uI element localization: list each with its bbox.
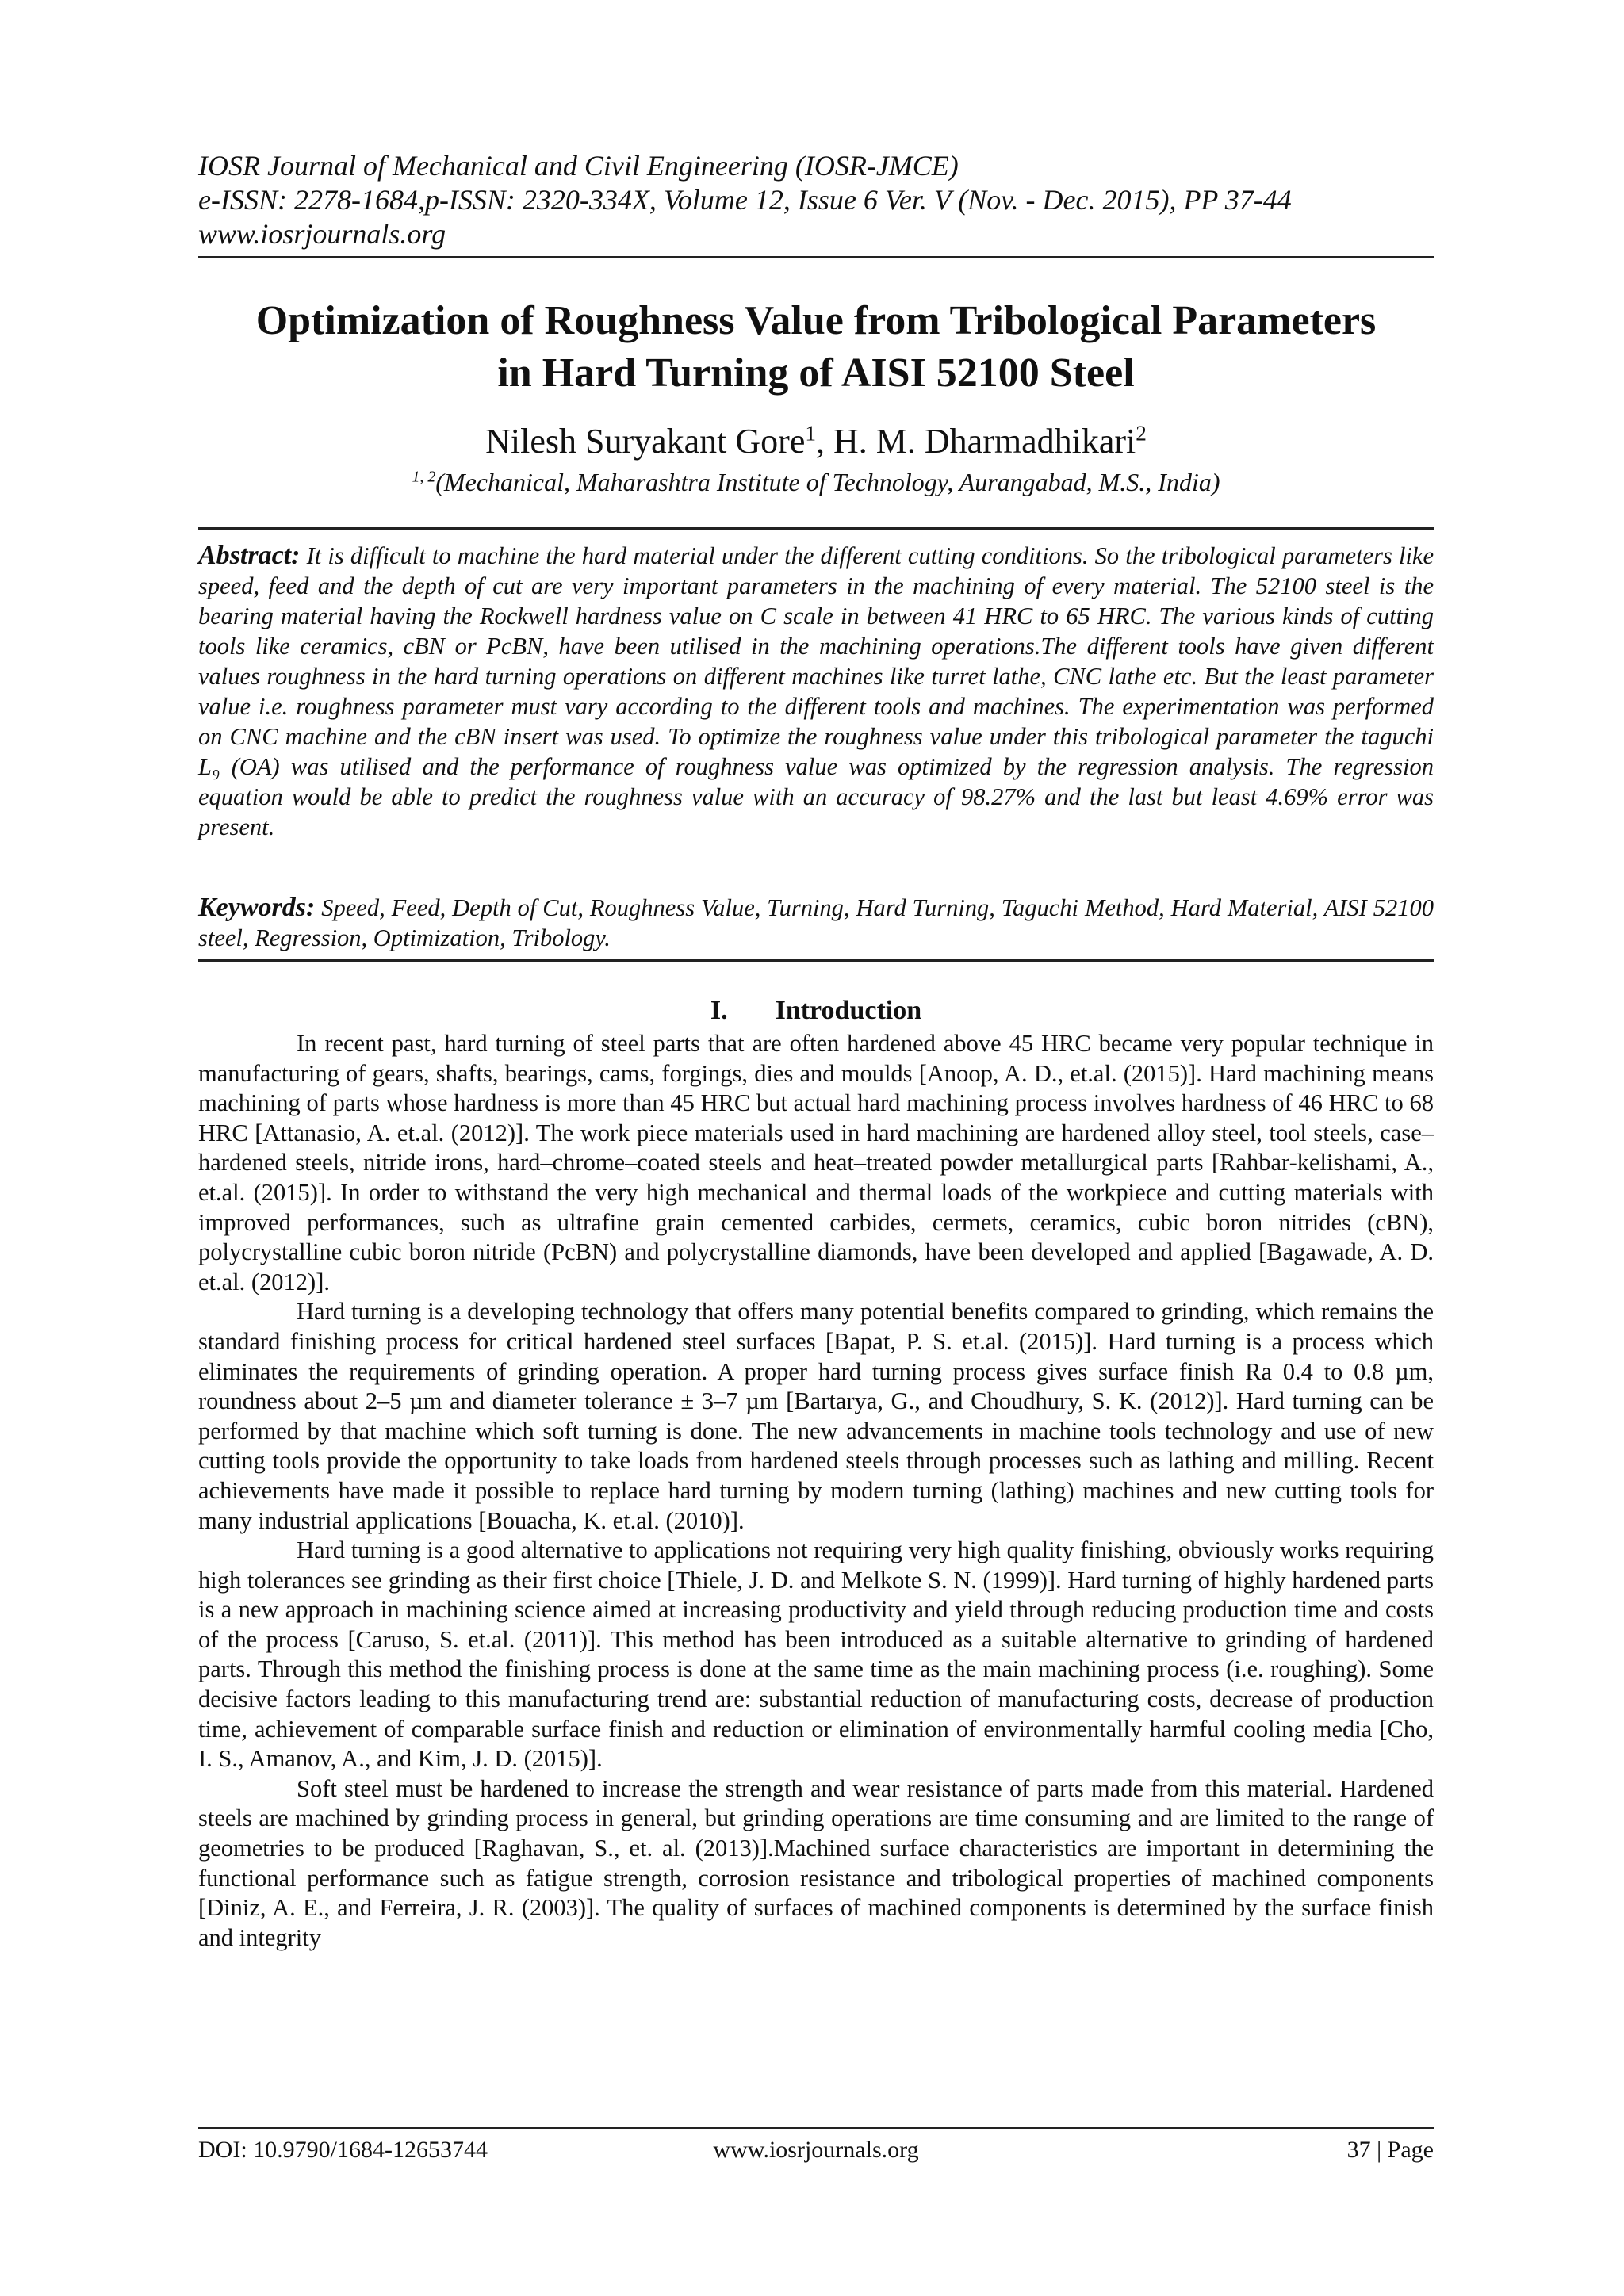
- journal-name: IOSR Journal of Mechanical and Civil Engineering (IOSR-JMCE): [198, 150, 959, 182]
- author-list: [198, 422, 1434, 461]
- journal-issn: e-ISSN: 2278-1684,p-ISSN: 2320-334X, Volume 12, Issue 6 Ver. V (Nov. - Dec. 2015), PP 37-44: [198, 184, 1292, 216]
- body-paragraph-4: Soft steel must be hardened to increase the strength and wear resistance of parts made from this material. Hardened steels are machined by grinding process in general, but grinding operations are time consuming and are limited to the range of geometries to be produced [Raghavan, S., et. al. (2013)].Machined surface characteristics are important in determining the functional performance such as fatigue strength, corrosion resistance and tribological properties of machined components [Diniz, A. E., and Ferreira, J. R. (2003)]. The quality of surfaces of machined components is determined by the surface finish and integrity: [198, 1774, 1434, 1951]
- abstract-bottom-rule: [198, 959, 1434, 962]
- abstract-label: Abstract:: [198, 541, 301, 570]
- section-number: I.: [710, 996, 728, 1025]
- affiliation-text: (Mechanical, Maharashtra Institute of Technology, Aurangabad, M.S., India): [435, 468, 1220, 496]
- footer-page-number: 37 | Page: [1346, 2137, 1434, 2163]
- body-paragraph-1: In recent past, hard turning of steel parts that are often hardened above 45 HRC became very popular technique in manufacturing of gears, shafts, bearings, cams, forgings, dies and moulds [Anoop, A. D., et.al. (2015)]. Hard machining means machining of parts whose hardness is more than 45 HRC but actual hard machining process involves hardness of 46 HRC to 68 HRC [Attanasio, A. et.al. (2012)]. The work piece materials used in hard machining are hardened alloy steel, tool steels, case–hardened steels, nitride irons, hard–chrome–coated steels and heat–treated powder metallurgical parts [Rahbar-kelishami, A., et.al. (2015)]. In order to withstand the very high mechanical and thermal loads of the workpiece and cutting materials with improved performances, such as ultrafine grain cemented carbides, cermets, ceramics, cubic boron nitrides (cBN), polycrystalline cubic boron nitride (PcBN) and polycrystalline diamonds, have been developed and applied [Bagawade, A. D. et.al. (2012)].: [198, 1030, 1434, 1295]
- section-heading-introduction: [198, 995, 1434, 1027]
- affiliation-mark: 1, 2: [412, 468, 436, 486]
- paper-title: [198, 295, 1434, 400]
- journal-website[interactable]: www.iosrjournals.org: [198, 218, 446, 250]
- abstract-text: It is difficult to machine the hard material under the different cutting conditions. So the tribological parameters like speed, feed and the depth of cut are very important parameters in the machining of every material. The 52100 steel is the bearing material having the Rockwell hardness value on C scale in between 41 HRC to 65 HRC. The various kinds of cutting tools like ceramics, cBN or PcBN, have been utilised in the machining operations.The different tools have given different values roughness in the hard turning operations on different machines like turret lathe, CNC lathe etc. But the least parameter value i.e. roughness parameter must vary according to the different tools and machines. The experimentation was performed on CNC machine and the cBN insert was used. To optimize the roughness value under this tribological parameter the taguchi L₉ (OA) was utilised and the performance of roughness value was optimized by the regression analysis. The regression equation would be able to predict the roughness value with an accuracy of 98.27% and the last but least 4.69% error was present.: [198, 542, 1434, 840]
- author-2-affil-mark: 2: [1136, 421, 1147, 446]
- title-line-2: in Hard Turning of AISI 52100 Steel: [497, 350, 1135, 396]
- author-separator: ,: [816, 422, 833, 461]
- keywords-label: Keywords:: [198, 893, 316, 922]
- footer-rule: [198, 2127, 1434, 2129]
- affiliation: [198, 466, 1434, 498]
- body-paragraph-3: Hard turning is a good alternative to applications not requiring very high quality finishing, obviously works requiring high tolerances see grinding as their first choice [Thiele, J. D. and Melkote S. N. (1999)]. Hard turning of highly hardened parts is a new approach in machining science aimed at increasing productivity and yield through reducing production time and costs of the process [Caruso, S. et.al. (2011)]. This method has been introduced as a suitable alternative to grinding of hardened parts. Through this method the finishing process is done at the same time as the main machining process (i.e. roughing). Some decisive factors leading to this manufacturing trend are: substantial reduction of manufacturing costs, decrease of production time, achievement of comparable surface finish and reduction or elimination of environmentally harmful cooling media [Cho, I. S., Amanov, A., and Kim, J. D. (2015)].: [198, 1536, 1434, 1773]
- body-paragraph-2: Hard turning is a developing technology that offers many potential benefits compared to grinding, which remains the standard finishing process for critical hardened steel surfaces [Bapat, P. S. et.al. (2015)]. Hard turning is a process which eliminates the requirements of grinding operation. A proper hard turning process gives surface finish Ra 0.4 to 0.8 µm, roundness about 2–5 µm and diameter tolerance ± 3–7 µm [Bartarya, G., and Choudhury, S. K. (2012)]. Hard turning can be performed by that machine which soft turning is done. The new advancements in machine tools technology and use of new cutting tools provide the opportunity to take loads from hardened steels through processes such as lathing and milling. Recent achievements have made it possible to replace hard turning by modern turning (lathing) machines and new cutting tools for many industrial applications [Bouacha, K. et.al. (2010)].: [198, 1298, 1434, 1534]
- author-2-name: H. M. Dharmadhikari: [833, 422, 1136, 461]
- section-title: Introduction: [775, 996, 922, 1025]
- keywords-text: Speed, Feed, Depth of Cut, Roughness Value, Turning, Hard Turning, Taguchi Method, Hard Material, AISI 52100 steel, Regression, Optimization, Tribology.: [198, 894, 1434, 951]
- abstract-block: [198, 541, 1434, 842]
- title-line-1: Optimization of Roughness Value from Tribological Parameters: [255, 298, 1377, 343]
- author-1-name: Nilesh Suryakant Gore: [485, 422, 806, 461]
- footer-website[interactable]: www.iosrjournals.org: [713, 2137, 919, 2163]
- author-1-affil-mark: 1: [805, 421, 816, 446]
- abstract-top-rule: [198, 527, 1434, 530]
- header-rule: [198, 256, 1434, 258]
- introduction-body: [198, 1029, 1434, 1953]
- journal-header: [198, 149, 1434, 251]
- footer-doi: DOI: 10.9790/1684-12653744: [198, 2137, 488, 2163]
- keywords-block: [198, 893, 1434, 953]
